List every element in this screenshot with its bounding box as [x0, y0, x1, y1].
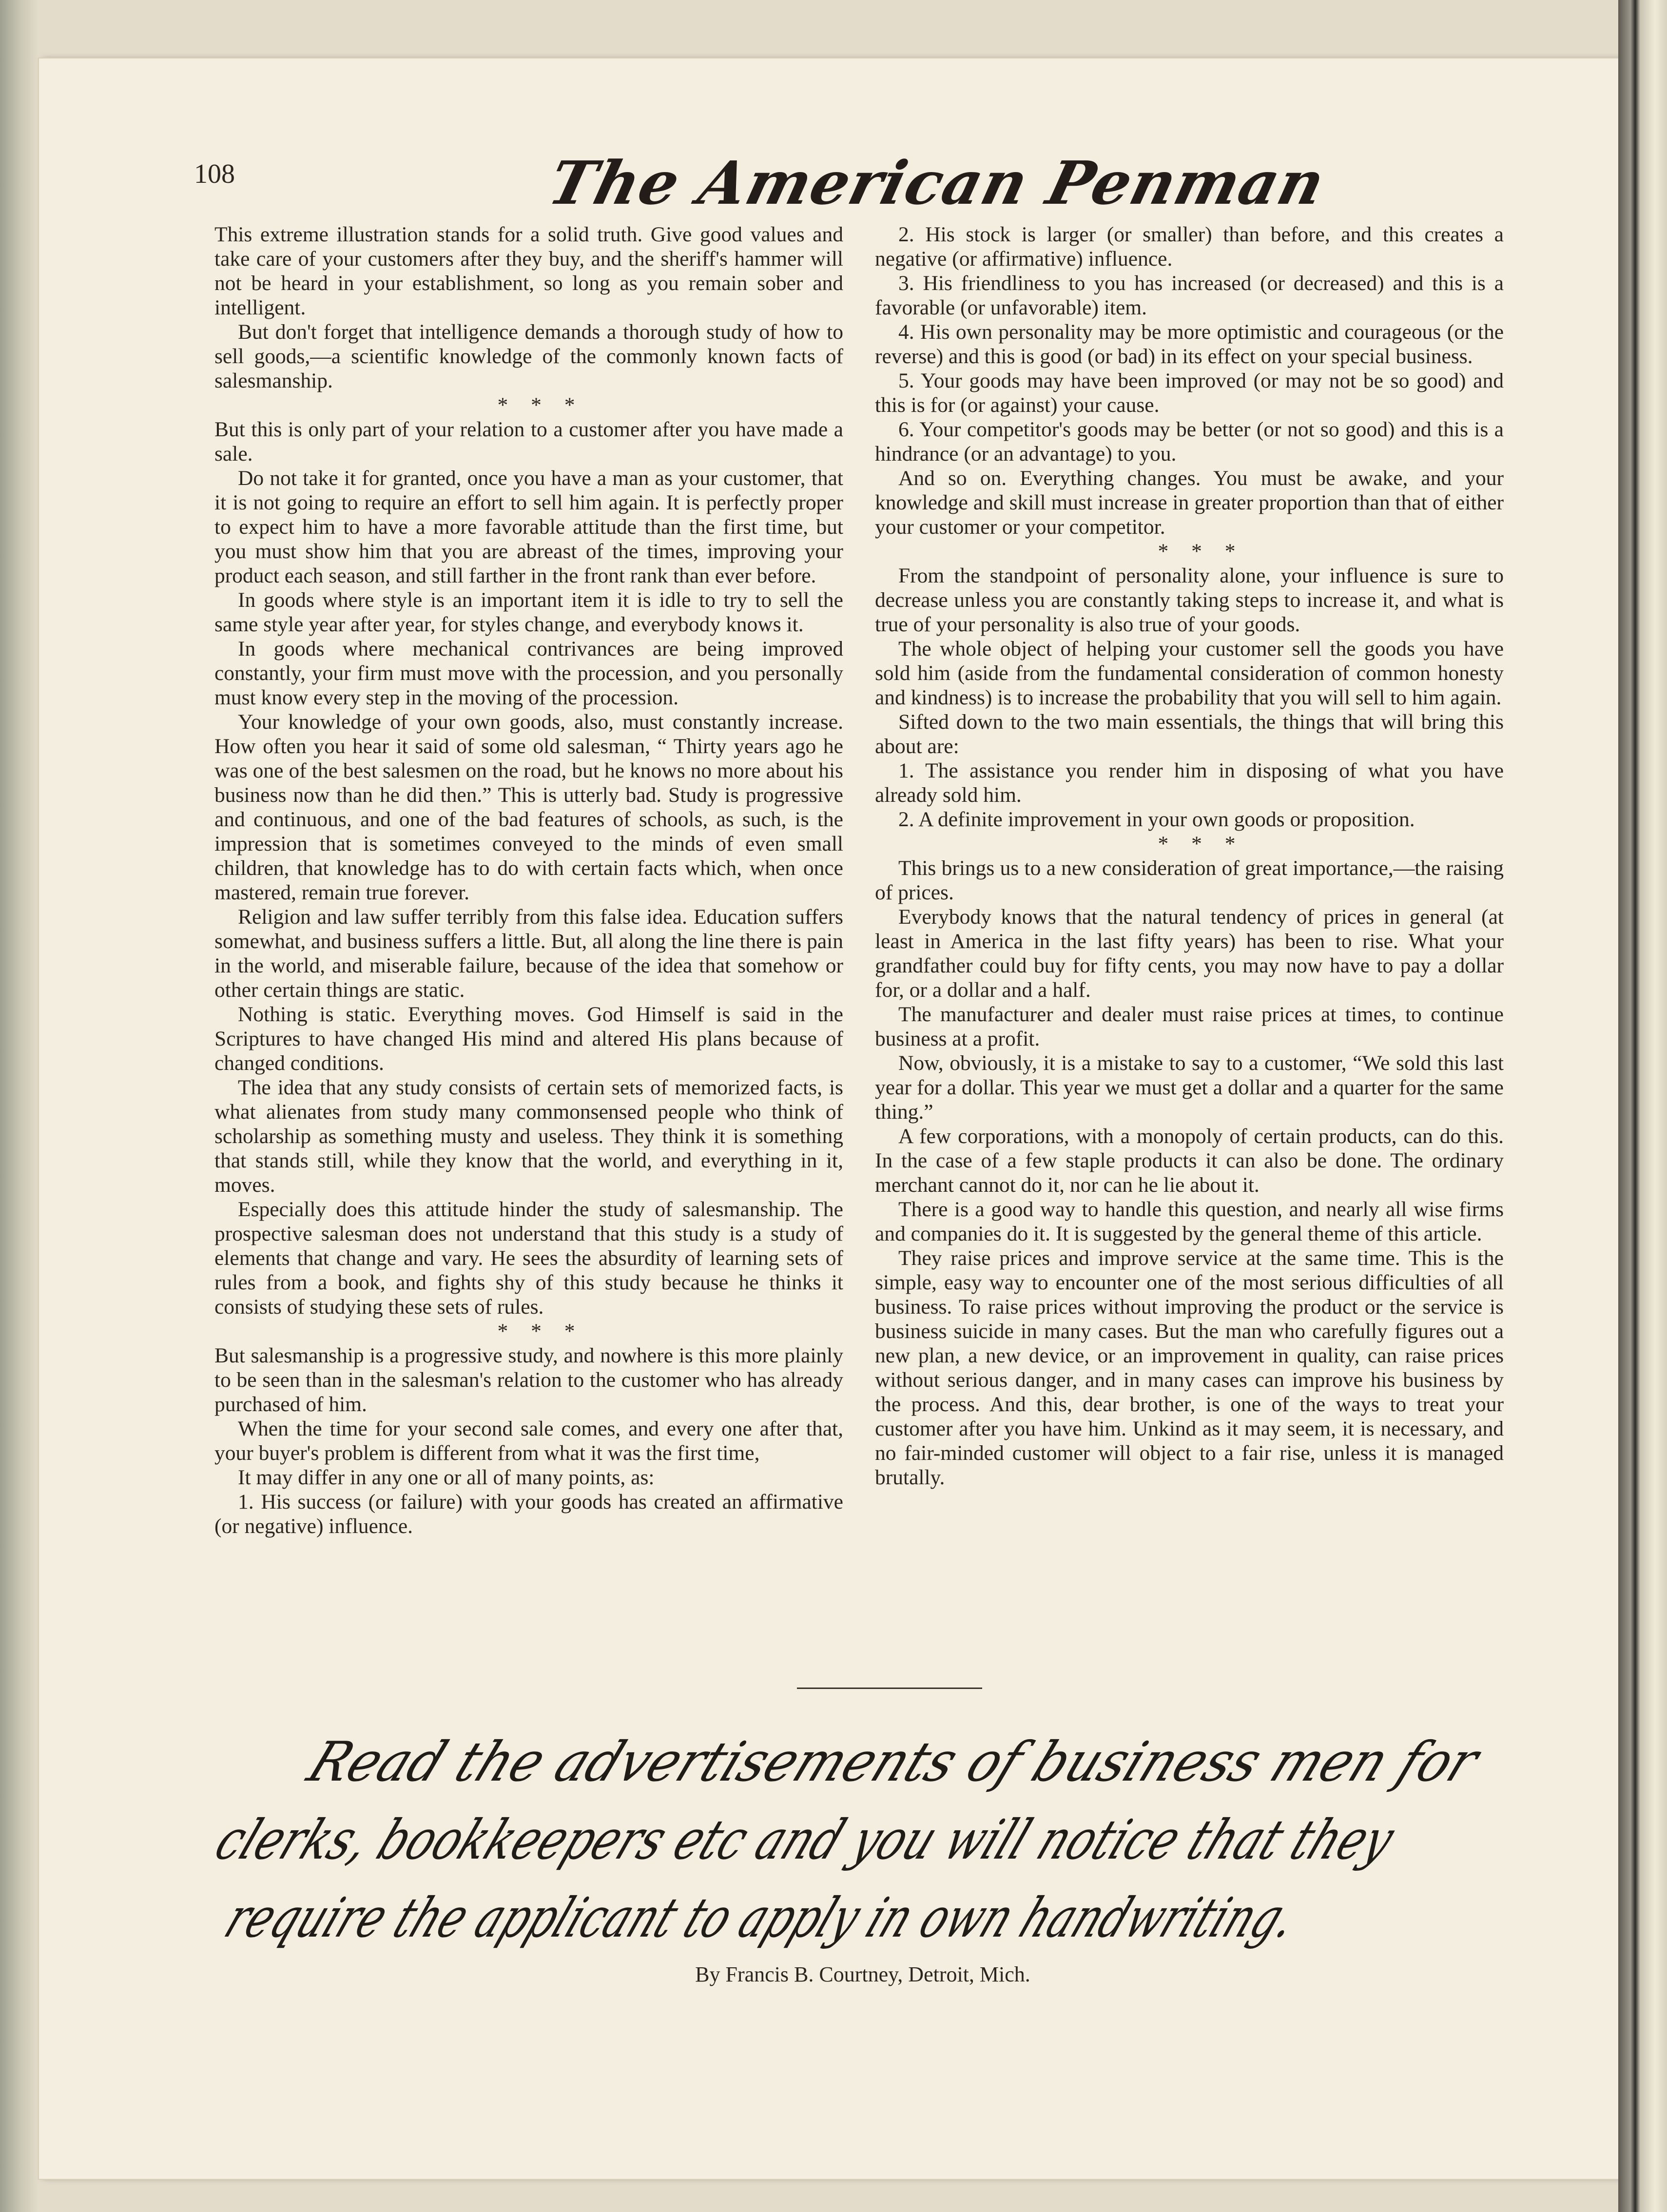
paragraph: Now, obviously, it is a mistake to say to a customer, “We sold this last year for a dollar. This year we must get a dollar and a quarter for the same thing.”	[875, 1051, 1504, 1124]
paragraph: And so on. Everything changes. You must be awake, and your knowledge and skill must increase in greater proportion than that of either your customer or your competitor.	[875, 466, 1504, 539]
paragraph: Do not take it for granted, once you have a man as your customer, that it is not going to require an effort to sell him again. It is perfectly proper to expect him to have a more favorable attitude than the first time, but you must show him that you are abreast of the times, improving your product each season, and still farther in the front rank than ever before.	[214, 466, 843, 587]
paragraph: This brings us to a new consideration of great importance,—the raising of prices.	[875, 856, 1504, 904]
paragraph: They raise prices and improve service at the same time. This is the simple, easy way to encounter one of the most serious difficulties of all business. To raise prices without improving the product or the service is business suicide in many cases. But the man who carefully figures out a new plan, a new device, or an improvement in quality, can raise prices without serious danger, and in many cases can improve his business by the process. And this, dear brother, is one of the ways to treat your customer after you have him. Unkind as it may seem, it is necessary, and no fair-minded customer will object to a fair rise, unless it is managed brutally.	[875, 1246, 1504, 1489]
paragraph: Religion and law suffer terribly from this false idea. Education suffers somewhat, and business suffers a little. But, all along the line there is pain in the world, and miserable failure, because of the idea that somehow or other certain things are static.	[214, 905, 843, 1002]
paragraph: The whole object of helping your customer sell the goods you have sold him (aside from the fundamental consideration of common honesty and kindness) is to increase the probability that you will sell to him again.	[875, 637, 1504, 709]
handwriting-line: Read the advertisements of business men for	[299, 1730, 1488, 1794]
paragraph: But salesmanship is a progressive study, and nowhere is this more plainly to be seen than in the salesman's relation to the customer who has already purchased of him.	[214, 1344, 843, 1416]
left-column	[214, 222, 843, 1538]
list-item: 1. The assistance you render him in disposing of what you have already sold him.	[875, 759, 1504, 807]
book-binding-edge	[1618, 0, 1667, 2212]
paragraph: But this is only part of your relation to a customer after you have made a sale.	[214, 418, 843, 466]
list-item: 5. Your goods may have been improved (or may not be so good) and this is for (or against) your cause.	[875, 369, 1504, 417]
paragraph: It may differ in any one or all of many points, as:	[238, 1466, 655, 1489]
paragraph: This extreme illustration stands for a solid truth. Give good values and take care of your customers after they buy, and the sheriff's hammer will not be heard in your establishment, so long as you remain sober and intelligent.	[214, 223, 843, 319]
paragraph: Everybody knows that the natural tendency of prices in general (at least in America in the last fifty years) has been to rise. What your grandfather could buy for fifty cents, you may now have to pay a dollar for, or a dollar and a half.	[875, 905, 1504, 1002]
section-divider: * * *	[497, 393, 584, 417]
paragraph: The idea that any study consists of certain sets of memorized facts, is what alienates from study many commonsensed people who think of scholarship as something musty and useless. They think it is something that stands still, while they know that the world, and everything in it, moves.	[214, 1076, 843, 1197]
page-number: 108	[194, 159, 235, 189]
horizontal-rule	[797, 1688, 982, 1689]
handwriting-line: clerks, bookkeepers etc and you will notice that they	[206, 1808, 1404, 1872]
paragraph: Nothing is static. Everything moves. God Himself is said in the Scriptures to have changed His mind and altered His plans because of changed conditions.	[214, 1003, 843, 1075]
paragraph: Sifted down to the two main essentials, the things that will bring this about are:	[875, 710, 1504, 758]
masthead-title: The American Penman	[542, 148, 1333, 218]
list-item: 2. A definite improvement in your own goods or proposition.	[898, 808, 1415, 831]
paragraph: Your knowledge of your own goods, also, must constantly increase. How often you hear it said of some old salesman, “ Thirty years ago he was one of the best salesmen on the road, but he knows no more about his business now than he did then.” This is utterly bad. Study is progressive and continuous, and one of the bad features of schools, as such, is the impression that is sometimes conveyed to the minds of even small children, that knowledge has to do with certain facts which, when once mastered, remain true forever.	[214, 710, 843, 904]
list-item: 4. His own personality may be more optimistic and courageous (or the reverse) and this is good (or bad) in its effect on your special business.	[875, 320, 1504, 368]
author-credit: By Francis B. Courtney, Detroit, Mich.	[695, 1962, 1030, 1986]
paragraph: In goods where style is an important item it is idle to try to sell the same style year after year, for styles change, and everybody knows it.	[214, 588, 843, 636]
paragraph: In goods where mechanical contrivances are being improved constantly, your firm must move with the procession, and you personally must know every step in the moving of the procession.	[214, 637, 843, 709]
paragraph: From the standpoint of personality alone, your influence is sure to decrease unless you are constantly taking steps to increase it, and what is true of your personality is also true of your goods.	[875, 564, 1504, 636]
list-item: 6. Your competitor's goods may be better (or not so good) and this is a hindrance (or an advantage) to you.	[875, 418, 1504, 466]
section-divider: * * *	[497, 1319, 584, 1343]
handwriting-line: require the applicant to apply in own handwriting.	[216, 1886, 1307, 1950]
section-divider: * * *	[1158, 540, 1244, 563]
paragraph: When the time for your second sale comes, and every one after that, your buyer's problem is different from what it was the first time,	[214, 1417, 843, 1465]
section-divider: * * *	[1158, 832, 1244, 855]
list-item: 2. His stock is larger (or smaller) than before, and this creates a negative (or affirmative) influence.	[875, 223, 1504, 271]
right-column	[875, 222, 1504, 1490]
list-item: 1. His success (or failure) with your goods has created an affirmative (or negative) influence.	[214, 1490, 843, 1538]
paragraph: But don't forget that intelligence demands a thorough study of how to sell goods,—a scientific knowledge of the commonly known facts of salesmanship.	[214, 320, 843, 392]
paragraph: The manufacturer and dealer must raise prices at times, to continue business at a profit.	[875, 1003, 1504, 1050]
paragraph: Especially does this attitude hinder the study of salesmanship. The prospective salesman does not understand that this study is a study of elements that change and vary. He sees the absurdity of learning sets of rules from a book, and fights shy of this study because he thinks it consists of studying these sets of rules.	[214, 1198, 843, 1319]
masthead-logo	[542, 136, 1333, 229]
list-item: 3. His friendliness to you has increased (or decreased) and this is a favorable (or unfavorable) item.	[875, 272, 1504, 319]
paragraph: A few corporations, with a monopoly of certain products, can do this. In the case of a few staple products it can also be done. The ordinary merchant cannot do it, nor can he lie about it.	[875, 1125, 1504, 1197]
paragraph: There is a good way to handle this question, and nearly all wise firms and companies do it. It is suggested by the general theme of this article.	[875, 1198, 1504, 1245]
